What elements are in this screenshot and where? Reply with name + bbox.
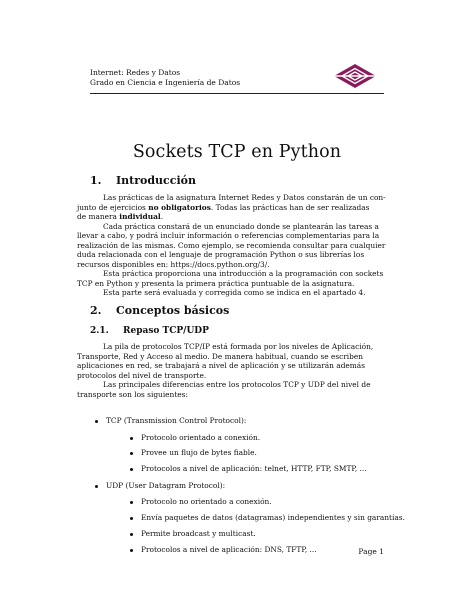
basics-paragraphs <box>77 342 384 399</box>
bullet-icon <box>130 468 133 471</box>
intro-paragraph-3: Esta práctica proporciona una introducción a la programación con sockets TCP en Python y presenta la primera práctica puntuable de la asignatura. <box>77 269 384 288</box>
subsection-number: 2.1. <box>90 326 109 336</box>
university-logo-icon <box>332 63 378 89</box>
document-title: Sockets TCP en Python <box>132 142 342 162</box>
running-header-course: Internet: Redes y Datos <box>90 68 181 77</box>
bullet-icon <box>95 485 98 488</box>
list-item-tcp: TCP (Transmission Control Protocol): <box>106 416 246 426</box>
section-number: 1. <box>90 174 102 187</box>
list-item: Protocolo orientado a conexión. <box>141 433 260 443</box>
page-number: Page 1 <box>358 547 384 556</box>
list-item: Permite broadcast y multicast. <box>141 529 256 539</box>
list-item-udp: UDP (User Datagram Protocol): <box>106 481 225 491</box>
bullet-icon <box>130 549 133 552</box>
list-item: Protocolo no orientado a conexión. <box>141 497 272 507</box>
intro-paragraph-4: Esta parte será evaluada y corregida como se indica en el apartado 4. <box>103 288 366 297</box>
section-title: Introducción <box>116 174 196 187</box>
section-title: Conceptos básicos <box>116 304 230 317</box>
list-item: Envía paquetes de datos (datagramas) independientes y sin garantías. <box>141 513 405 523</box>
section-number: 2. <box>90 304 102 317</box>
basics-paragraph-2: Las principales diferencias entre los protocolos TCP y UDP del nivel de transporte son los siguientes: <box>77 380 371 399</box>
header-rule <box>90 93 384 94</box>
running-header-degree: Grado en Ciencia e Ingeniería de Datos <box>90 78 241 87</box>
section-heading-conceptos <box>90 304 229 317</box>
subsection-title: Repaso TCP/UDP <box>123 326 209 336</box>
bullet-icon <box>95 420 98 423</box>
list-item: Provee un flujo de bytes fiable. <box>141 448 257 458</box>
bullet-icon <box>130 517 133 520</box>
bullet-icon <box>130 533 133 536</box>
section-heading-introduccion <box>90 174 196 187</box>
intro-paragraph-2: Cada práctica constará de un enunciado donde se plantearán las tareas a llevar a cabo, y podrá incluir información o referencias complementarias para la realización de las mismas. Como ejemplo, se recomienda consultar para cualquier duda relacionada con el lenguaje de programación Python o sus librerías los recursos disponibles en: https://docs.python.org/3/. <box>77 221 386 269</box>
intro-paragraphs <box>77 193 386 298</box>
bullet-icon <box>130 452 133 455</box>
list-item: Protocolos a nivel de aplicación: telnet, HTTP, FTP, SMTP, ... <box>141 464 367 474</box>
basics-paragraph-1: La pila de protocolos TCP/IP está formada por los niveles de Aplicación, Transporte, Red y Acceso al medio. De manera habitual, cuando se escriben aplicaciones en red, se trabajará a nivel de aplicación y se utilizarán además protocolos del nivel de transporte. <box>77 342 374 380</box>
subsection-heading-repaso <box>90 326 209 336</box>
list-item: Protocolos a nivel de aplicación: DNS, TFTP, ... <box>141 545 317 555</box>
bullet-icon <box>130 501 133 504</box>
intro-paragraph-1: Las prácticas de la asignatura Internet Redes y Datos constarán de un con- junto de ejercicios no obligatorios. Todas las prácticas han de ser realizadas de manera individual. <box>77 193 386 221</box>
bullet-icon <box>130 437 133 440</box>
